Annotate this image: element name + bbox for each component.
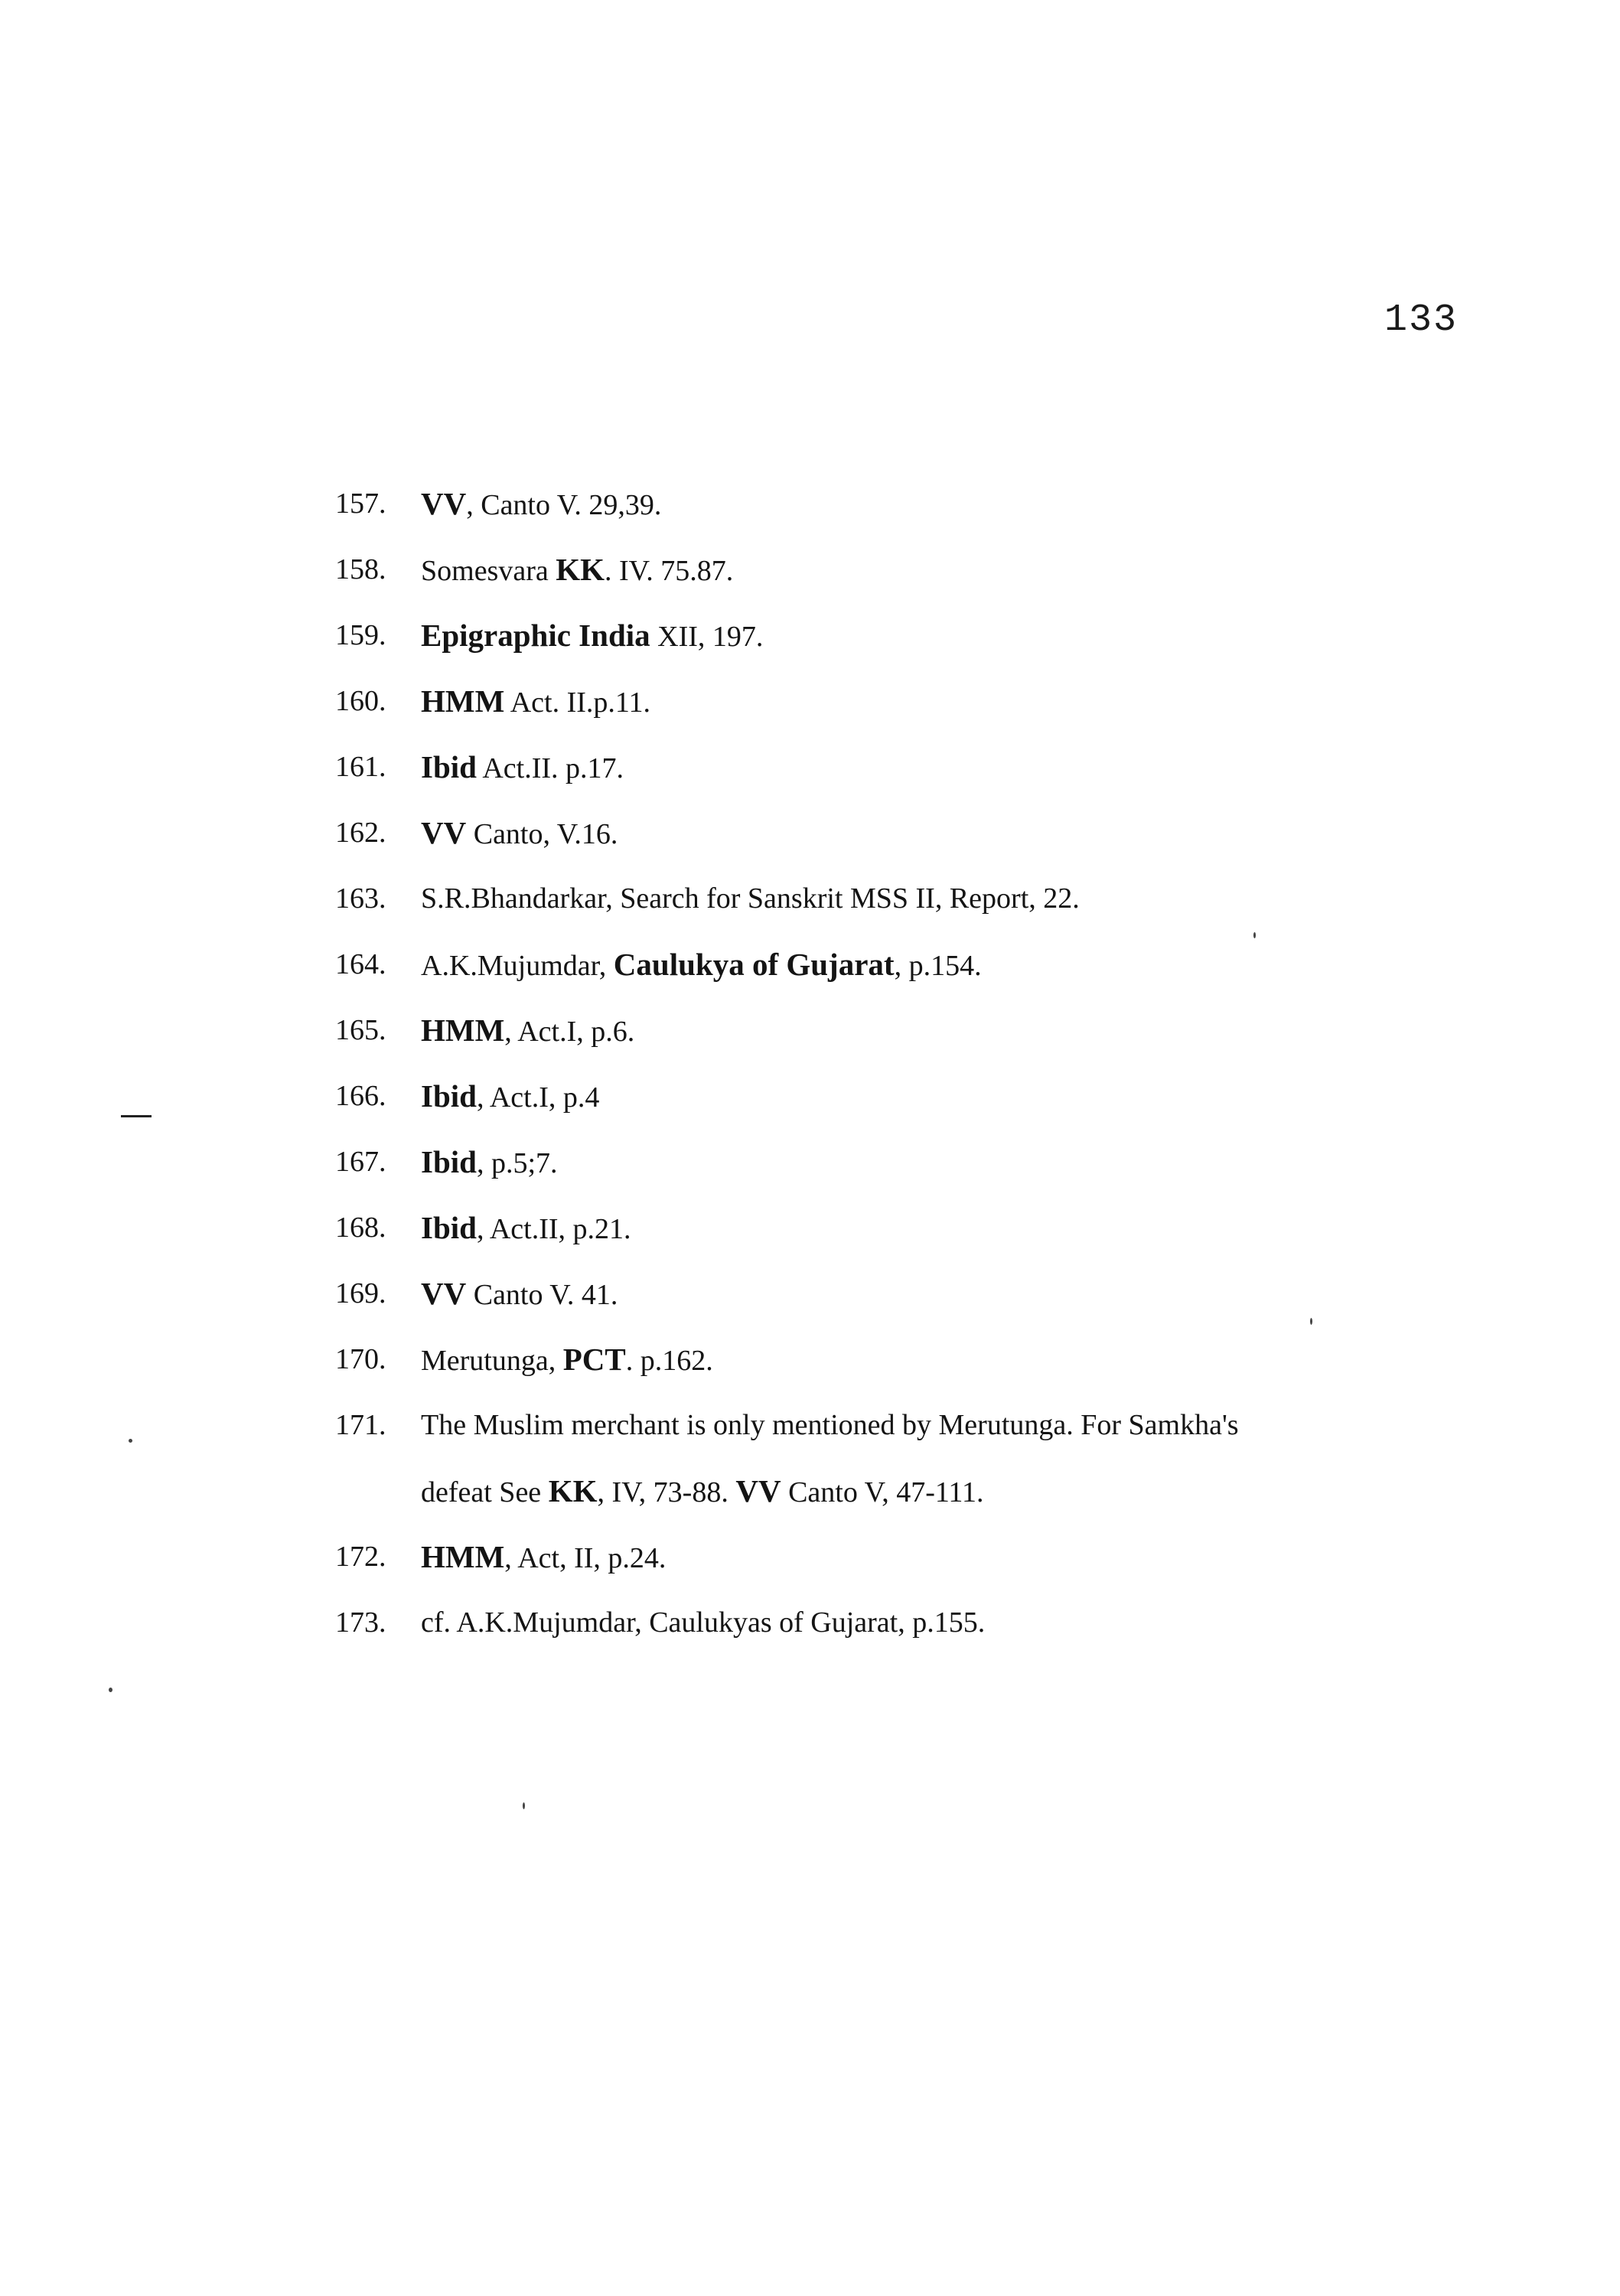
endnote-line: [421, 1276, 618, 1311]
scan-speck: [109, 1688, 112, 1692]
endnote-text: [421, 471, 661, 538]
endnote-line: [421, 882, 1080, 915]
endnote-item: [335, 1326, 1483, 1392]
endnote-number: 162.: [335, 817, 386, 849]
endnote-line: [421, 1606, 985, 1639]
endnote-text: [421, 931, 982, 999]
margin-mark: [121, 1115, 152, 1117]
endnote-text-segment: Canto V, 47-111.: [781, 1476, 984, 1508]
endnote-text: [421, 1261, 618, 1328]
endnote-text-segment: , Act.II, p.21.: [476, 1213, 631, 1245]
endnote-number: 171.: [335, 1409, 386, 1441]
endnote-line: [421, 749, 624, 784]
endnote-text: [421, 866, 1080, 931]
endnote-text-segment: XII, 197.: [650, 621, 764, 653]
endnote-text: [421, 800, 618, 867]
endnote-line: [421, 1078, 600, 1114]
endnote-number: 160.: [335, 685, 386, 717]
endnote-text: [421, 1524, 666, 1591]
endnote-item: [335, 668, 1483, 734]
endnote-text: [421, 734, 624, 801]
endnote-line: [421, 1342, 713, 1377]
endnote-title-segment: VV: [421, 486, 467, 521]
endnote-line: [421, 486, 662, 521]
endnote-text-segment: S.R.Bhandarkar, Search for Sanskrit MSS II, Report, 22.: [421, 882, 1080, 915]
endnote-text: [421, 1392, 1239, 1525]
endnote-title-segment: PCT: [562, 1342, 626, 1377]
endnote-text-segment: , Act.I, p.6.: [504, 1016, 635, 1048]
endnote-text-segment: defeat See: [421, 1476, 549, 1508]
endnote-text-segment: . IV. 75.87.: [605, 555, 734, 587]
endnote-text-segment: Canto V. 41.: [466, 1279, 618, 1311]
scan-speck: [523, 1802, 525, 1809]
endnote-text-segment: Act. II.p.11.: [504, 687, 650, 719]
endnote-text: [421, 1590, 985, 1655]
endnote-text-segment: Somesvara: [421, 555, 556, 587]
endnote-title-segment: Epigraphic India: [421, 618, 650, 653]
endnote-line: [421, 1458, 1239, 1525]
endnote-title-segment: KK: [556, 552, 605, 587]
endnote-text-segment: , p.154.: [894, 950, 982, 982]
endnote-text-segment: . p.162.: [625, 1345, 713, 1377]
endnote-number: 158.: [335, 553, 386, 585]
scan-speck: [129, 1439, 132, 1443]
page-number: 133: [1384, 298, 1458, 342]
endnote-text-segment: cf. A.K.Mujumdar, Caulukyas of Gujarat, p.155.: [421, 1606, 986, 1639]
endnote-number: 168.: [335, 1212, 386, 1244]
endnote-text-segment: , Canto V. 29,39.: [466, 489, 662, 521]
endnote-text: [421, 536, 733, 604]
endnote-item: [335, 602, 1483, 668]
scan-speck: [1310, 1318, 1312, 1325]
endnote-title-segment: KK: [548, 1473, 598, 1508]
endnote-text-segment: Merutunga,: [421, 1345, 563, 1377]
endnote-title-segment: VV: [421, 815, 467, 850]
endnotes-list: [335, 471, 1483, 1655]
endnote-text: [421, 1063, 599, 1130]
endnote-text-segment: , IV, 73-88.: [597, 1476, 736, 1508]
endnote-text-segment: , Act, II, p.24.: [504, 1542, 667, 1574]
endnote-number: 161.: [335, 751, 386, 783]
endnote-line: [421, 947, 982, 982]
endnote-item: [335, 931, 1483, 997]
endnote-text-segment: , Act.I, p.4: [476, 1081, 600, 1114]
endnote-item: [335, 1063, 1483, 1129]
endnote-title-segment: HMM: [421, 1013, 505, 1048]
endnote-text-segment: Act.II. p.17.: [476, 752, 624, 784]
endnote-line: [421, 1409, 1239, 1441]
endnote-title-segment: VV: [735, 1473, 781, 1508]
endnote-number: 166.: [335, 1080, 386, 1112]
endnote-text: [421, 1326, 713, 1394]
endnote-line: [421, 1539, 667, 1574]
endnote-text-segment: , p.5;7.: [476, 1147, 558, 1179]
endnote-line: [421, 683, 650, 719]
endnote-item: [335, 997, 1483, 1063]
endnote-text-segment: A.K.Mujumdar,: [421, 950, 614, 982]
endnote-line: [421, 552, 734, 587]
endnote-text-segment: Canto, V.16.: [466, 818, 618, 850]
endnote-line: [421, 1144, 558, 1179]
endnote-item: [335, 536, 1483, 602]
endnote-line: [421, 618, 764, 653]
endnote-number: 159.: [335, 619, 386, 651]
endnote-title-segment: Ibid: [421, 1210, 477, 1245]
endnote-title-segment: HMM: [421, 683, 505, 719]
endnote-number: 167.: [335, 1146, 386, 1178]
endnote-number: 169.: [335, 1277, 386, 1309]
endnote-number: 173.: [335, 1606, 386, 1639]
endnote-title-segment: HMM: [421, 1539, 505, 1574]
endnote-item: [335, 1195, 1483, 1261]
endnote-item: [335, 471, 1483, 536]
endnote-title-segment: Caulukya of Gujarat: [613, 947, 895, 982]
endnote-number: 157.: [335, 488, 386, 520]
endnote-title-segment: VV: [421, 1276, 467, 1311]
endnote-number: 165.: [335, 1014, 386, 1046]
endnote-text: [421, 997, 634, 1065]
endnote-item: [335, 1524, 1483, 1590]
endnote-item: [335, 1392, 1483, 1524]
endnote-title-segment: Ibid: [421, 1078, 477, 1114]
endnote-item: [335, 734, 1483, 800]
endnote-number: 163.: [335, 882, 386, 915]
endnote-item: [335, 1590, 1483, 1655]
endnote-number: 164.: [335, 948, 386, 980]
endnote-number: 170.: [335, 1343, 386, 1375]
endnote-title-segment: Ibid: [421, 749, 477, 784]
endnote-text: [421, 1129, 558, 1196]
endnote-line: [421, 1210, 631, 1245]
endnote-number: 172.: [335, 1541, 386, 1573]
endnote-text: [421, 668, 650, 735]
endnote-text: [421, 1195, 631, 1262]
endnote-line: [421, 1013, 635, 1048]
endnote-item: [335, 1261, 1483, 1326]
endnote-text-segment: The Muslim merchant is only mentioned by Merutunga. For Samkha's: [421, 1409, 1239, 1441]
scan-speck: [1253, 932, 1256, 938]
endnote-text: [421, 602, 763, 670]
endnote-item: [335, 800, 1483, 866]
endnote-title-segment: Ibid: [421, 1144, 477, 1179]
endnote-item: [335, 866, 1483, 931]
endnote-line: [421, 815, 618, 850]
endnote-item: [335, 1129, 1483, 1195]
